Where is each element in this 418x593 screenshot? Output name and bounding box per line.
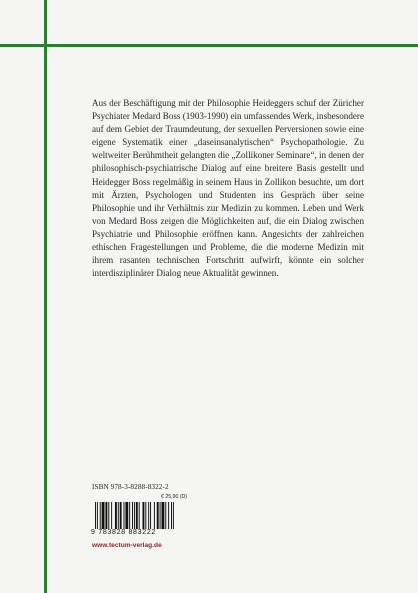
blurb-text: Aus der Beschäftigung mit der Philosophie Heideggers schuf der Züricher Psychiater Medard Boss (1903-1990) ein umfassendes Werk, insbesondere auf dem Gebiet der Traumdeutung, der sexuellen Perversionen sowie eine eigene Systematik einer „daseinsanalytischen“ Psychopathologie. Zu weltweiter Berühmtheit gelangten die „Zollikoner Seminare“, in denen der philosophisch-psychiatrische Dialog auf eine breitere Basis gestellt und Heidegger Boss regelmäßig in seinem Haus in Zollikon besuchte, um dort mit Ärzten, Psychologen und Studenten ins Gespräch über seine Philosophie und ihr Verhältnis zur Medizin zu kommen. Leben und Werk von Medard Boss zeigen die Möglichkeiten auf, die ein Dialog zwischen Psychiatrie und Philosophie eröffnen kann. Angesichts der zahlreichen ethischen Fragestellungen und Probleme, die die moderne Medizin mit ihrem rasanten technischen Fortschritt aufwirft, könnte ein solcher interdisziplinärer Dialog neue Aktualität gewinnen. (92, 98, 364, 279)
barcode-digits: 9 783828 883222 (91, 529, 156, 536)
isbn-label: ISBN 978-3-8288-8322-2 (92, 483, 169, 491)
green-horizontal-rule (0, 44, 418, 47)
publisher-url[interactable]: www.tectum-verlag.de (92, 542, 162, 549)
barcode-block (91, 494, 187, 538)
barcode-icon (95, 502, 187, 529)
price-label: € 25,90 (D) (161, 494, 187, 500)
green-vertical-rule (44, 0, 47, 593)
